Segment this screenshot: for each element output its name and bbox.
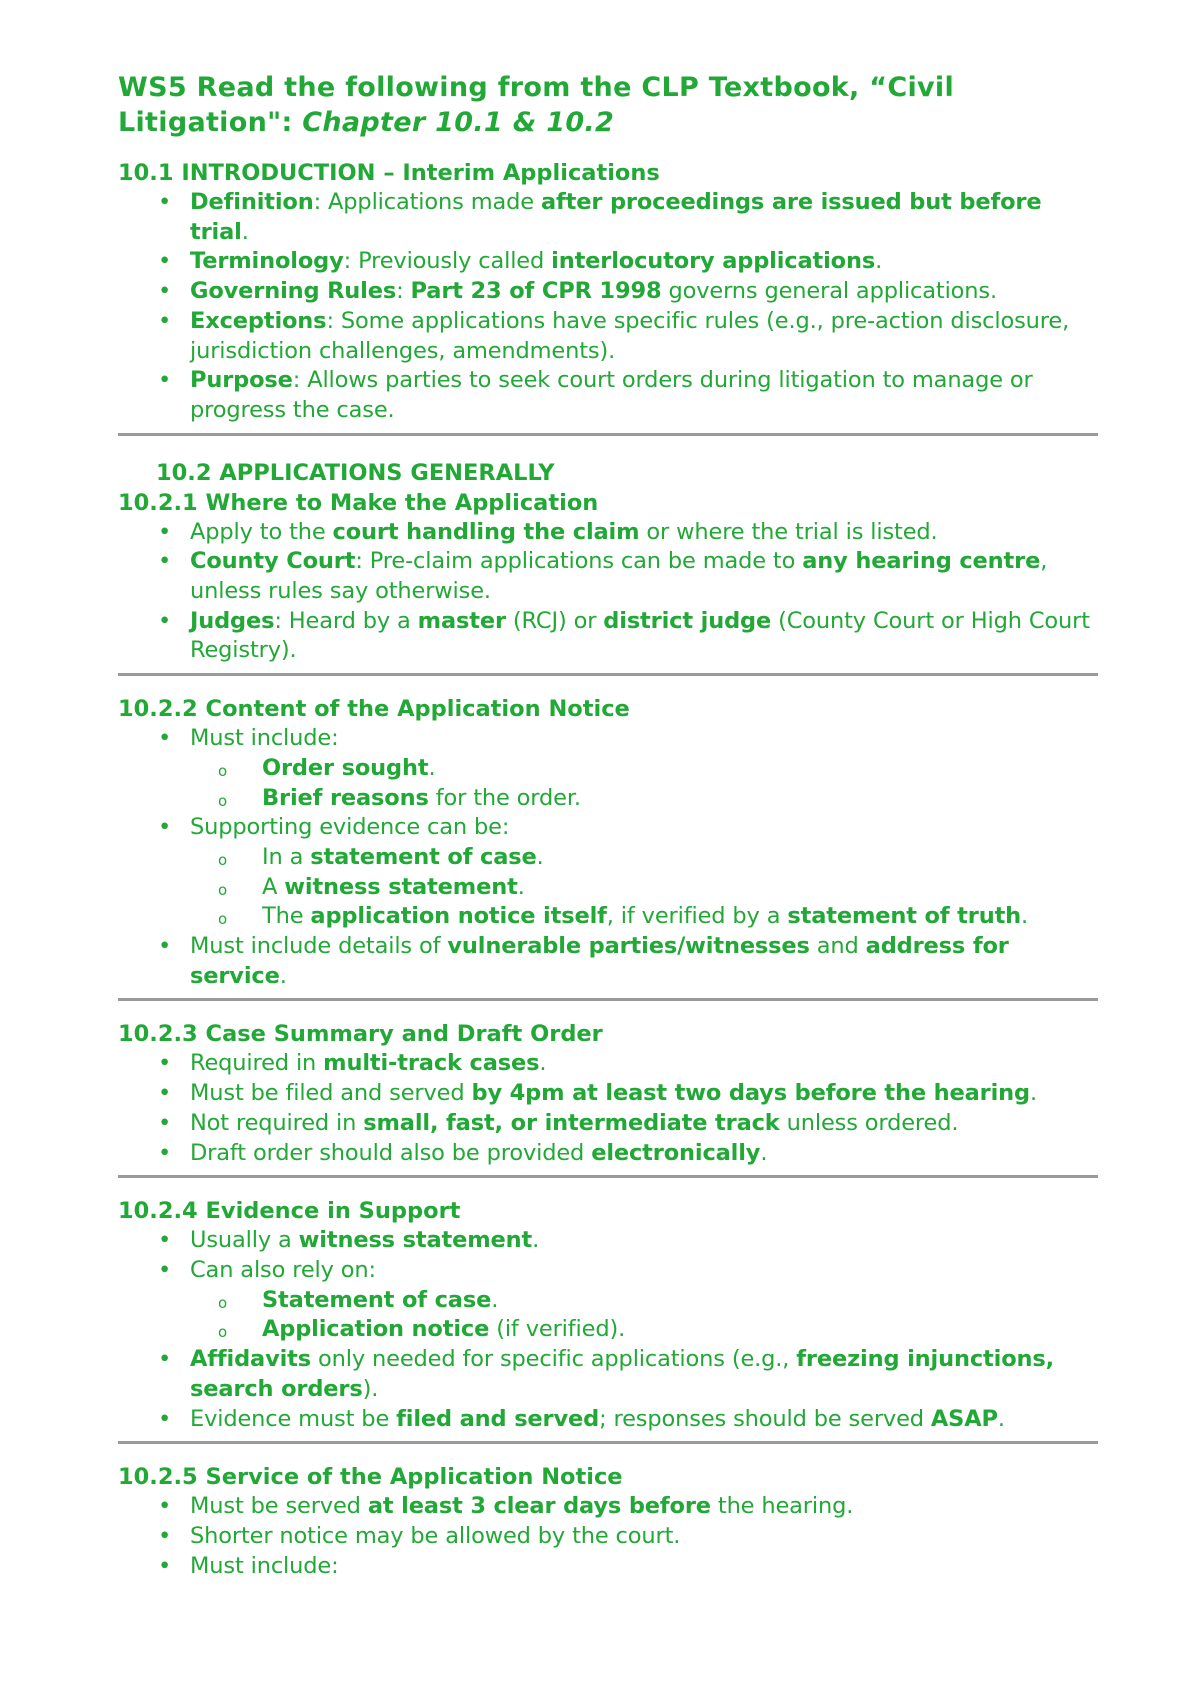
list-item: • Must be served at least 3 clear days before the hearing. — [118, 1492, 1098, 1522]
section-divider — [118, 433, 1098, 436]
sub-list — [190, 754, 1098, 813]
bullet-list — [118, 1049, 1098, 1168]
list-item: • Must be filed and served by 4pm at least two days before the hearing. — [118, 1079, 1098, 1109]
section-heading: 10.2.2 Content of the Application Notice — [118, 696, 630, 723]
bullet-list — [118, 518, 1098, 667]
list-item: • Affidavits only needed for specific applications (e.g., freezing injunctions, search orders). — [118, 1345, 1098, 1404]
sub-list-item: o Brief reasons for the order. — [190, 784, 1098, 814]
bullet-list — [118, 1492, 1098, 1581]
list-item: • Definition: Applications made after proceedings are issued but before trial. — [118, 188, 1098, 247]
list-item: • Governing Rules: Part 23 of CPR 1998 governs general applications. — [118, 277, 1098, 307]
list-item: • Must include: — [118, 1552, 1098, 1582]
list-item: • County Court: Pre-claim applications can be made to any hearing centre, unless rules say otherwise. — [118, 547, 1098, 606]
list-item: • Terminology: Previously called interlocutory applications. — [118, 247, 1098, 277]
section-heading: 10.2.5 Service of the Application Notice — [118, 1464, 623, 1491]
bullet-list — [118, 1226, 1098, 1434]
section-heading: 10.2 APPLICATIONS GENERALLY — [156, 459, 555, 486]
section-10-2-1 — [118, 488, 1098, 667]
list-item: • Must include details of vulnerable parties/witnesses and address for service. — [118, 932, 1098, 991]
sub-list — [190, 1286, 1098, 1345]
list-item: • Exceptions: Some applications have specific rules (e.g., pre-action disclosure, jurisdiction challenges, amendments). — [118, 307, 1098, 366]
section-10-2-2 — [118, 694, 1098, 991]
list-item: • Required in multi-track cases. — [118, 1049, 1098, 1079]
section-divider — [118, 1175, 1098, 1178]
section-divider — [118, 673, 1098, 676]
list-item: • Apply to the court handling the claim or where the trial is listed. — [118, 518, 1098, 548]
document-page — [118, 70, 1098, 1581]
list-item: • Must include: o Order sought. o Brief reasons for the order. — [118, 724, 1098, 813]
section-heading: 10.2.4 Evidence in Support — [118, 1198, 461, 1225]
sub-list-item: o Application notice (if verified). — [190, 1315, 1098, 1345]
list-item: • Not required in small, fast, or intermediate track unless ordered. — [118, 1109, 1098, 1139]
list-item: • Usually a witness statement. — [118, 1226, 1098, 1256]
section-10-2-3 — [118, 1019, 1098, 1168]
list-item: • Draft order should also be provided electronically. — [118, 1139, 1098, 1169]
list-item: • Evidence must be filed and served; responses should be served ASAP. — [118, 1405, 1098, 1435]
section-divider — [118, 1441, 1098, 1444]
section-divider — [118, 998, 1098, 1001]
sub-list-item: o A witness statement. — [190, 873, 1098, 903]
section-10-2-4 — [118, 1196, 1098, 1434]
bullet-list — [118, 188, 1098, 426]
sub-list-item: o Statement of case. — [190, 1286, 1098, 1316]
section-heading: 10.2.3 Case Summary and Draft Order — [118, 1021, 603, 1048]
list-item: • Shorter notice may be allowed by the court. — [118, 1522, 1098, 1552]
section-10-1 — [118, 158, 1098, 426]
sub-list-item: o The application notice itself, if verified by a statement of truth. — [190, 902, 1098, 932]
section-heading: 10.2.1 Where to Make the Application — [118, 489, 599, 516]
bullet-list — [118, 724, 1098, 991]
section-heading: 10.1 INTRODUCTION – Interim Applications — [118, 160, 660, 186]
sub-list — [190, 843, 1098, 932]
sub-list-item: o Order sought. — [190, 754, 1098, 784]
document-title: WS5 Read the following from the CLP Textbook, “Civil Litigation": Chapter 10.1 & 10.2 — [118, 72, 955, 138]
list-item: • Supporting evidence can be: o In a statement of case. o A witness statement. o The application notice itself, if verified by a statement of truth. — [118, 813, 1098, 932]
section-10-2-5 — [118, 1462, 1098, 1581]
list-item: • Can also rely on: o Statement of case. o Application notice (if verified). — [118, 1256, 1098, 1345]
sub-list-item: o In a statement of case. — [190, 843, 1098, 873]
list-item: • Purpose: Allows parties to seek court orders during litigation to manage or progress the case. — [118, 366, 1098, 425]
list-item: • Judges: Heard by a master (RCJ) or district judge (County Court or High Court Registry). — [118, 607, 1098, 666]
